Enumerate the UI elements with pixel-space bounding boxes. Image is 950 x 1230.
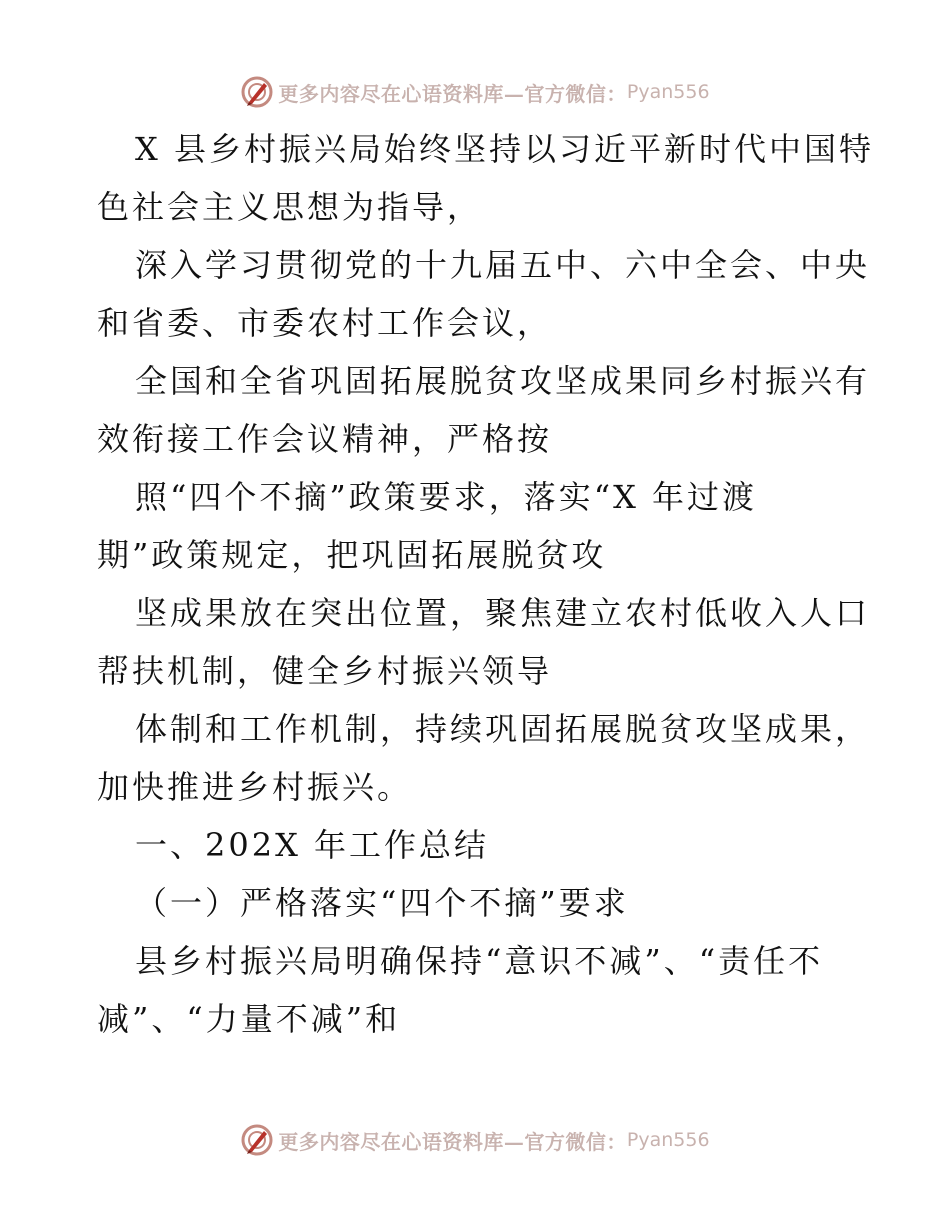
paragraph-line: 全国和全省巩固拓展脱贫攻坚成果同乡村振兴有 bbox=[135, 362, 871, 400]
paragraph-line: X 县乡村振兴局始终坚持以习近平新时代中国特 bbox=[135, 130, 874, 168]
pen-circle-logo-icon bbox=[240, 75, 274, 109]
watermark-wechat-id: Pyan556 bbox=[626, 81, 710, 103]
paragraph-line: 坚成果放在突出位置，聚焦建立农村低收入人口 bbox=[135, 594, 871, 632]
watermark-text: 更多内容尽在心语资料库—官方微信： bbox=[278, 1129, 627, 1154]
paragraph-line: 色社会主义思想为指导， bbox=[97, 188, 483, 226]
paragraph-line: 和省委、市委农村工作会议， bbox=[97, 304, 553, 342]
header-watermark bbox=[0, 72, 950, 112]
subsection-heading: （一）严格落实“四个不摘”要求 bbox=[135, 884, 629, 922]
section-heading: 一、202X 年工作总结 bbox=[135, 826, 490, 864]
paragraph-line: 体制和工作机制，持续巩固拓展脱贫攻坚成果， bbox=[135, 710, 871, 748]
paragraph-line: 期”政策规定，把巩固拓展脱贫攻 bbox=[97, 536, 607, 574]
document-body bbox=[97, 120, 874, 1048]
paragraph-line: 加快推进乡村振兴。 bbox=[97, 768, 413, 806]
paragraph-line: 减”、“力量不减”和 bbox=[97, 1000, 401, 1038]
watermark-wechat-id: Pyan556 bbox=[626, 1129, 710, 1151]
paragraph-line: 帮扶机制，健全乡村振兴领导 bbox=[97, 652, 553, 690]
paragraph-line: 深入学习贯彻党的十九届五中、六中全会、中央 bbox=[135, 246, 871, 284]
pen-circle-logo-icon bbox=[240, 1123, 274, 1157]
paragraph-line: 效衔接工作会议精神，严格按 bbox=[97, 420, 553, 458]
paragraph-line: 照“四个不摘”政策要求，落实“X 年过渡 bbox=[135, 478, 758, 516]
watermark-text: 更多内容尽在心语资料库—官方微信： bbox=[278, 81, 627, 106]
paragraph-line: 县乡村振兴局明确保持“意识不减”、“责任不 bbox=[135, 942, 824, 980]
footer-watermark bbox=[0, 1120, 950, 1160]
